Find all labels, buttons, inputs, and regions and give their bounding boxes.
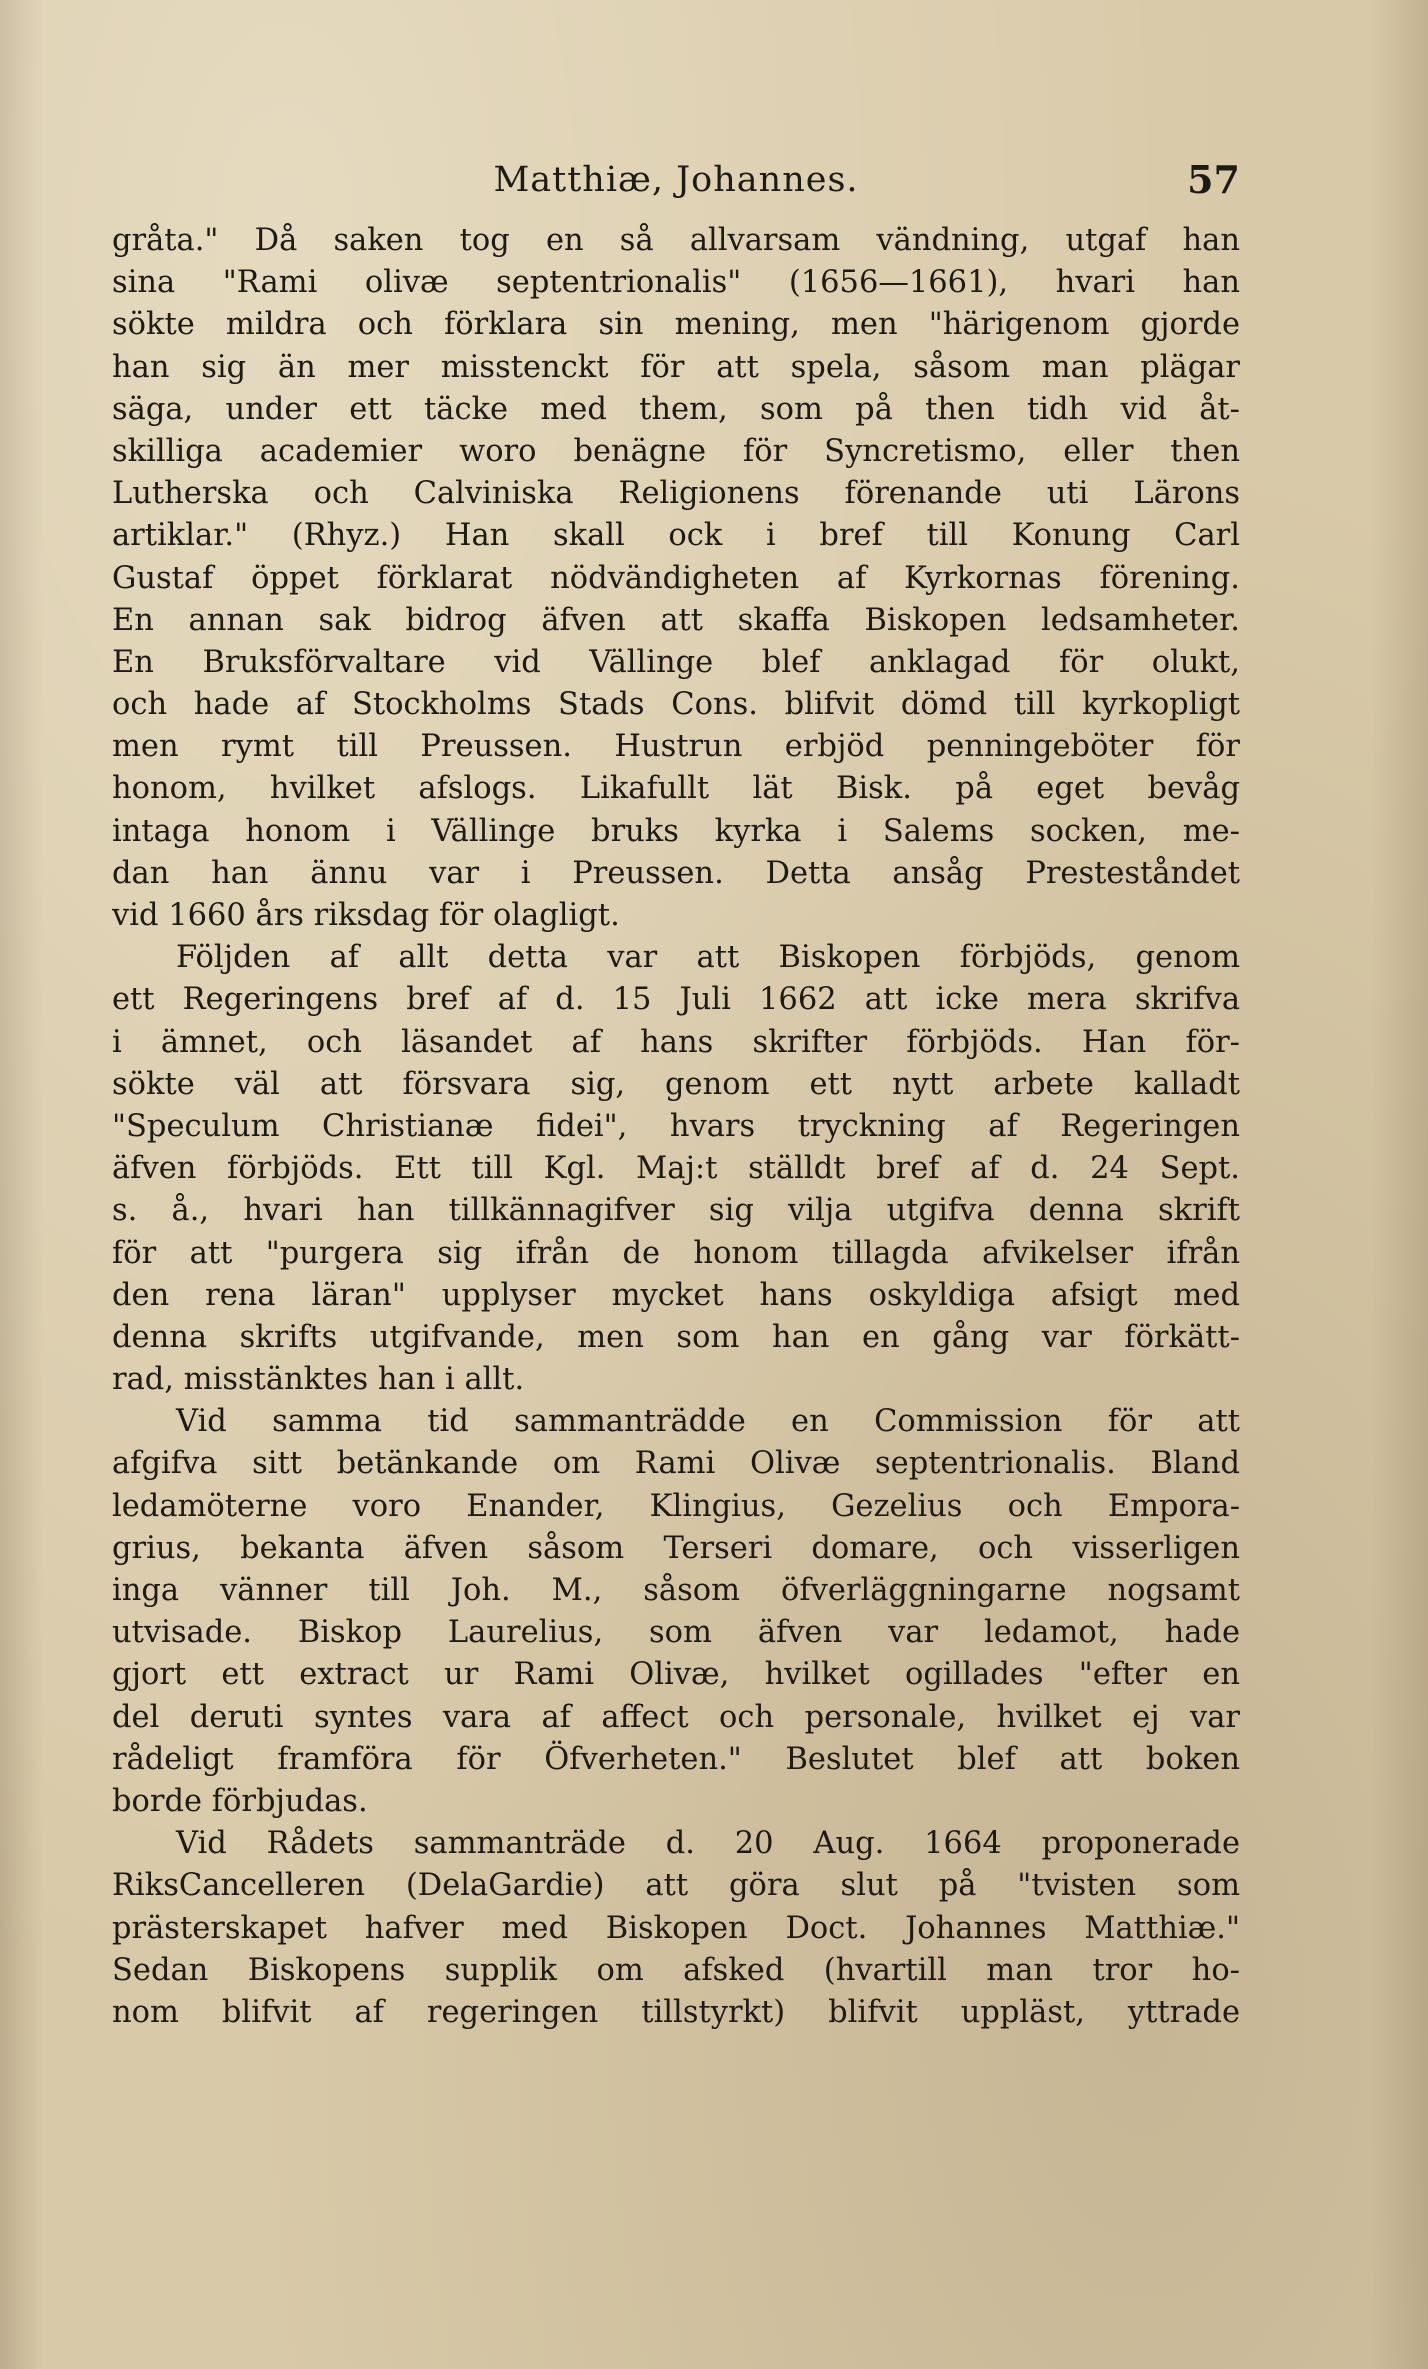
text-line: intaga honom i Vällinge bruks kyrka i Salems socken, me-: [112, 813, 1240, 849]
text-line: vid 1660 års riksdag för olagligt.: [112, 898, 620, 933]
text-line: afgifva sitt betänkande om Rami Olivæ septentrionalis. Bland: [112, 1446, 1240, 1482]
text-line: del deruti syntes vara af affect och personale, hvilket ej var: [112, 1699, 1240, 1735]
text-line: gjort ett extract ur Rami Olivæ, hvilket ogillades "efter en: [112, 1657, 1240, 1693]
text-line: nom blifvit af regeringen tillstyrkt) blifvit uppläst, yttrade: [112, 1994, 1240, 2030]
page-number: 57: [1187, 157, 1240, 202]
text-line: men rymt till Preussen. Hustrun erbjöd penningeböter för: [112, 729, 1240, 765]
text-line: denna skrifts utgifvande, men som han en gång var förkätt-: [112, 1319, 1240, 1355]
text-line: rådeligt framföra för Öfverheten." Beslutet blef att boken: [112, 1741, 1240, 1777]
text-line: Vid Rådets sammanträde d. 20 Aug. 1664 proponerade: [176, 1826, 1240, 1862]
text-line: han sig än mer misstenckt för att spela, såsom man plägar: [112, 349, 1240, 385]
text-line: den rena läran" upplyser mycket hans oskyldiga afsigt med: [112, 1277, 1240, 1313]
text-line: ett Regeringens bref af d. 15 Juli 1662 att icke mera skrifva: [112, 982, 1240, 1018]
text-line: honom, hvilket afslogs. Likafullt lät Bisk. på eget bevåg: [112, 771, 1240, 807]
text-line: rad, misstänktes han i allt.: [112, 1362, 525, 1398]
text-line: Lutherska och Calviniska Religionens förenande uti Lärons: [112, 476, 1240, 512]
text-line: Vid samma tid sammanträdde en Commission för att: [176, 1404, 1240, 1440]
text-line: utvisade. Biskop Laurelius, som äfven var ledamot, hade: [112, 1615, 1240, 1651]
text-line: säga, under ett täcke med them, som på then tidh vid åt-: [112, 391, 1240, 427]
text-line: sökte väl att försvara sig, genom ett nytt arbete kalladt: [112, 1066, 1240, 1102]
text-line: Följden af allt detta var att Biskopen förbjöds, genom: [176, 940, 1240, 976]
text-line: för att "purgera sig ifrån de honom tillagda afvikelser ifrån: [112, 1235, 1240, 1271]
text-line: sina "Rami olivæ septentrionalis" (1656—1661), hvari han: [112, 265, 1240, 301]
text-line: äfven förbjöds. Ett till Kgl. Maj:t ställdt bref af d. 24 Sept.: [112, 1151, 1240, 1187]
text-line: s. å., hvari han tillkännagifver sig vilja utgifva denna skrift: [112, 1193, 1240, 1229]
text-line: grius, bekanta äfven såsom Terseri domare, och visserligen: [112, 1530, 1240, 1566]
text-line: ledamöterne voro Enander, Klingius, Gezelius och Empora-: [112, 1488, 1240, 1524]
text-line: skilliga academier woro benägne för Syncretismo, eller then: [112, 433, 1240, 469]
text-line: dan han ännu var i Preussen. Detta ansåg Presteståndet: [112, 855, 1240, 891]
running-title: Matthiæ, Johannes.: [493, 160, 859, 200]
text-line: borde förbjudas.: [112, 1783, 368, 1819]
running-head: [112, 152, 1240, 208]
text-line: gråta." Då saken tog en så allvarsam vändning, utgaf han: [112, 223, 1240, 258]
text-line: RiksCancelleren (DelaGardie) att göra slut på "tvisten som: [112, 1868, 1240, 1904]
text-line: prästerskapet hafver med Biskopen Doct. Johannes Matthiæ.": [112, 1910, 1240, 1946]
text-line: "Speculum Christianæ fidei", hvars tryckning af Regeringen: [112, 1108, 1240, 1144]
text-line: i ämnet, och läsandet af hans skrifter förbjöds. Han för-: [112, 1024, 1240, 1060]
text-line: En Bruksförvaltare vid Vällinge blef anklagad för olukt,: [112, 644, 1240, 680]
text-line: och hade af Stockholms Stads Cons. blifvit dömd till kyrkopligt: [112, 687, 1240, 723]
text-line: Gustaf öppet förklarat nödvändigheten af Kyrkornas förening.: [112, 560, 1240, 596]
text-line: En annan sak bidrog äfven att skaffa Biskopen ledsamheter.: [112, 602, 1240, 638]
body-text: [112, 220, 1240, 2034]
text-line: Sedan Biskopens supplik om afsked (hvartill man tror ho-: [112, 1952, 1240, 1988]
text-line: artiklar." (Rhyz.) Han skall ock i bref till Konung Carl: [112, 518, 1240, 554]
text-line: sökte mildra och förklara sin mening, men "härigenom gjorde: [112, 307, 1240, 343]
text-line: inga vänner till Joh. M., såsom öfverläggningarne nogsamt: [112, 1573, 1240, 1608]
